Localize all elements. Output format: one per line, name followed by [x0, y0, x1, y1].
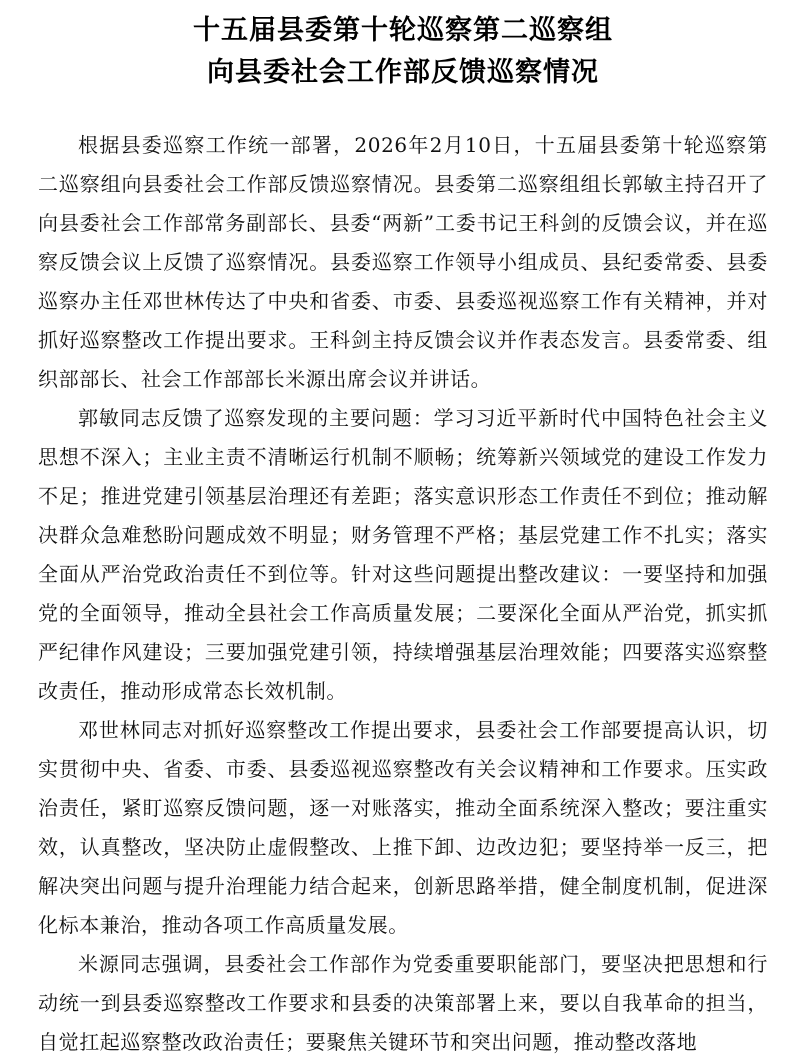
document-page: [38, 0, 768, 1060]
paragraph-1: 根据县委巡察工作统一部署，2026年2月10日，十五届县委第十轮巡察第二巡察组向县委社会工作部反馈巡察情况。县委第二巡察组组长郭敏主持召开了向县委社会工作部常务副部长、县委“两新”工委书记王科剑的反馈会议，并在巡察反馈会议上反馈了巡察情况。县委巡察工作领导小组成员、县纪委常委、县委巡察办主任邓世林传达了中央和省委、市委、县委巡视巡察工作有关精神，并对抓好巡察整改工作提出要求。王科剑主持反馈会议并作表态发言。县委常委、组织部部长、社会工作部部长米源出席会议并讲话。: [38, 133, 768, 391]
paragraph-3: 邓世林同志对抓好巡察整改工作提出要求，县委社会工作部要提高认识，切实贯彻中央、省委、市委、县委巡视巡察整改有关会议精神和工作要求。压实政治责任，紧盯巡察反馈问题，逐一对账落实，推动全面系统深入整改；要注重实效，认真整改，坚决防止虚假整改、上推下卸、边改边犯；要坚持举一反三，把解决突出问题与提升治理能力结合起来，创新思路举措，健全制度机制，促进深化标本兼治，推动各项工作高质量发展。: [38, 718, 768, 937]
title-line-2: 向县委社会工作部反馈巡察情况: [207, 57, 599, 88]
paragraph-2: 郭敏同志反馈了巡察发现的主要问题：学习习近平新时代中国特色社会主义思想不深入；主业主责不清晰运行机制不顺畅；统筹新兴领域党的建设工作发力不足；推进党建引领基层治理还有差距；落实意识形态工作责任不到位；推动解决群众急难愁盼问题成效不明显；财务管理不严格；基层党建工作不扎实；落实全面从严治党政治责任不到位等。针对这些问题提出整改建议：一要坚持和加强党的全面领导，推动全县社会工作高质量发展；二要深化全面从严治党，抓实抓严纪律作风建设；三要加强党建引领，持续增强基层治理效能；四要落实巡察整改责任，推动形成常态长效机制。: [38, 406, 768, 703]
document-body: [38, 126, 768, 1060]
paragraph-4: 米源同志强调，县委社会工作部作为党委重要职能部门，要坚决把思想和行动统一到县委巡察整改工作要求和县委的决策部署上来，要以自我革命的担当，自觉扛起巡察整改政治责任；要聚焦关键环节和突出问题，推动整改落地: [38, 952, 768, 1054]
document-title: [38, 10, 768, 94]
title-line-1: 十五届县委第十轮巡察第二巡察组: [193, 15, 613, 46]
